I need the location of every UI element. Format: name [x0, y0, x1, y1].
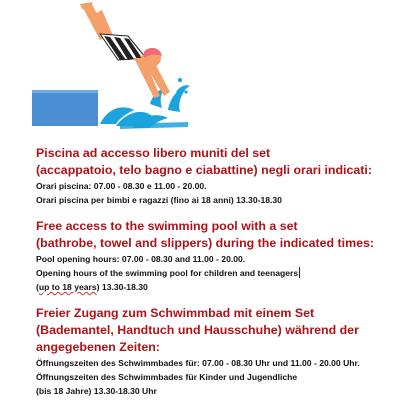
heading-italian-2: (accappatoio, telo bagno e ciabattine) negli orari indicati: [36, 163, 372, 177]
section-italian [36, 145, 416, 207]
age-limit-underlined: up to 18 years [38, 282, 97, 292]
heading-german-1: Freier Zugang zum Schwimmbad mit einem Set [36, 306, 315, 320]
pool-block [32, 90, 98, 126]
heading-german-3: angegebenen Zeiten: [36, 340, 160, 354]
heading-english-2: (bathrobe, towel and slippers) during the indicated times: [36, 236, 375, 250]
children-hours-german-1: Öffnungszeiten des Schwimmbades für Kinder und Jugendliche [36, 372, 298, 382]
heading-german-2: (Bademantel, Handtuch und Hausschuhe) während der [36, 323, 359, 337]
text-cursor [299, 267, 300, 278]
hours-german: Öffnungszeiten des Schwimmbades für: 07.00 - 08.30 Uhr und 11.00 - 20.00 Uhr. [36, 358, 360, 368]
section-english [36, 218, 416, 294]
children-hours-english-2: (up to 18 years) 13.30-18.30 [36, 282, 148, 292]
children-hours-italian: Orari piscina per bimbi e ragazzi (fino ai 18 anni) 13.30-18.30 [36, 195, 282, 205]
children-hours-german-2: (bis 18 Jahre) 13.30-18.30 Uhr [36, 386, 157, 396]
diver [80, 2, 170, 98]
section-german [36, 305, 416, 398]
children-hours-english-1: Opening hours of the swimming pool for children and teenagers [36, 268, 299, 278]
diving-swimmer-icon [0, 0, 420, 140]
heading-italian-1: Piscina ad accesso libero muniti del set [36, 146, 271, 160]
heading-english-1: Free access to the swimming pool with a set [36, 219, 298, 233]
hours-english: Pool opening hours: 07.00 - 08.30 and 11.00 - 20.00. [36, 254, 246, 264]
hours-italian: Orari piscina: 07.00 - 08.30 e 11.00 - 20.00. [36, 181, 207, 191]
